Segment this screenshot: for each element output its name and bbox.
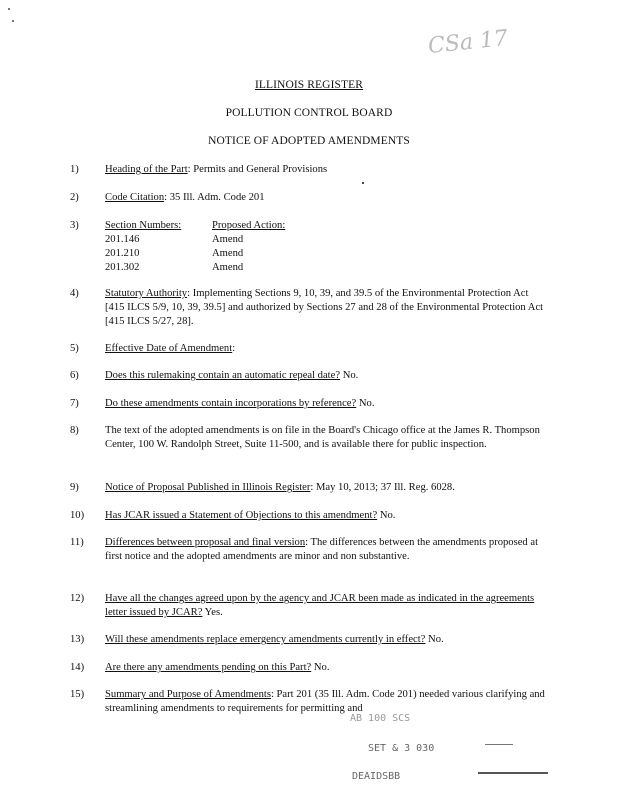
item-emergency-amendments: Will these amendments replace emergency amendments currently in effect? No.: [105, 634, 444, 645]
item-number: 14): [70, 662, 85, 673]
item-number: 3): [70, 220, 79, 231]
item-number: 4): [70, 288, 79, 299]
item-heading: Heading of the Part: Permits and General Provisions: [105, 164, 328, 175]
stamp-text: SET & 3 030: [368, 743, 435, 754]
handwritten-mark: CSa 17: [426, 25, 510, 60]
register-title: ILLINOIS REGISTER: [254, 79, 364, 91]
item-number: 11): [70, 537, 84, 548]
item-number: 13): [70, 634, 85, 645]
item-incorporations: Do these amendments contain incorporations by reference? No.: [105, 398, 375, 409]
notice-title: NOTICE OF ADOPTED AMENDMENTS: [208, 135, 410, 147]
item-notice-of-proposal: Notice of Proposal Published in Illinois Register: May 10, 2013; 37 Ill. Reg. 6028.: [105, 482, 455, 493]
item-number: 6): [70, 370, 79, 381]
scan-speck: [12, 20, 14, 22]
scan-mark: [478, 772, 548, 774]
item-number: 15): [70, 689, 85, 700]
scan-speck: [362, 182, 364, 184]
scan-speck: [8, 8, 10, 10]
item-code-citation: Code Citation: 35 Ill. Adm. Code 201: [105, 192, 265, 203]
section-row: 201.146 Amend: [105, 234, 244, 245]
item-number: 8): [70, 425, 79, 436]
scan-mark: [485, 744, 513, 745]
item-effective-date: Effective Date of Amendment:: [105, 343, 236, 354]
item-jcar-agreement: Have all the changes agreed upon by the agency and JCAR been made as indicated in the agreements letter issued by JCAR? Yes.: [105, 593, 535, 618]
stamp-text: DEAIDSBB: [352, 771, 401, 782]
item-jcar-objections: Has JCAR issued a Statement of Objections to this amendment? No.: [105, 510, 396, 521]
item-statutory-authority: Statutory Authority: Implementing Sections 9, 10, 39, and 39.5 of the Environmental Protection Act [415 ILCS 5/9, 10, 39, 39.5] and authorized by Sections 27 and 28 of the Environmental Protection Act [415 ILCS 5/27, 28].: [105, 288, 544, 327]
item-summary-purpose: Summary and Purpose of Amendments: Part 201 (35 Ill. Adm. Code 201) needed various clarifying and streamlining amendments to requirements for permitting and: [105, 689, 545, 714]
item-differences: Differences between proposal and final version: The differences between the amendments proposed at first notice and the adopted amendments are minor and non substantive.: [105, 537, 539, 562]
section-row: 201.302 Amend: [105, 262, 244, 273]
stamp-text: AB 100 SCS: [350, 713, 411, 724]
item-number: 9): [70, 482, 79, 493]
item-number: 1): [70, 164, 79, 175]
item-number: 5): [70, 343, 79, 354]
item-pending-amendments: Are there any amendments pending on this Part? No.: [105, 662, 330, 673]
item-number: 10): [70, 510, 85, 521]
item-number: 7): [70, 398, 79, 409]
item-text-on-file: The text of the adopted amendments is on file in the Board's Chicago office at the James R. Thompson Center, 100 W. Randolph Street, Suite 11-500, and is available there for public inspection.: [105, 425, 540, 450]
item-repeal-date: Does this rulemaking contain an automatic repeal date? No.: [105, 370, 359, 381]
agency-title: POLLUTION CONTROL BOARD: [225, 107, 393, 119]
item-number: 2): [70, 192, 79, 203]
item-number: 12): [70, 593, 85, 604]
section-row: 201.210 Amend: [105, 248, 244, 259]
item-section-numbers: Section Numbers: Proposed Action: 201.146 Amend 201.210 Amend 201.302 Amend: [105, 219, 545, 275]
